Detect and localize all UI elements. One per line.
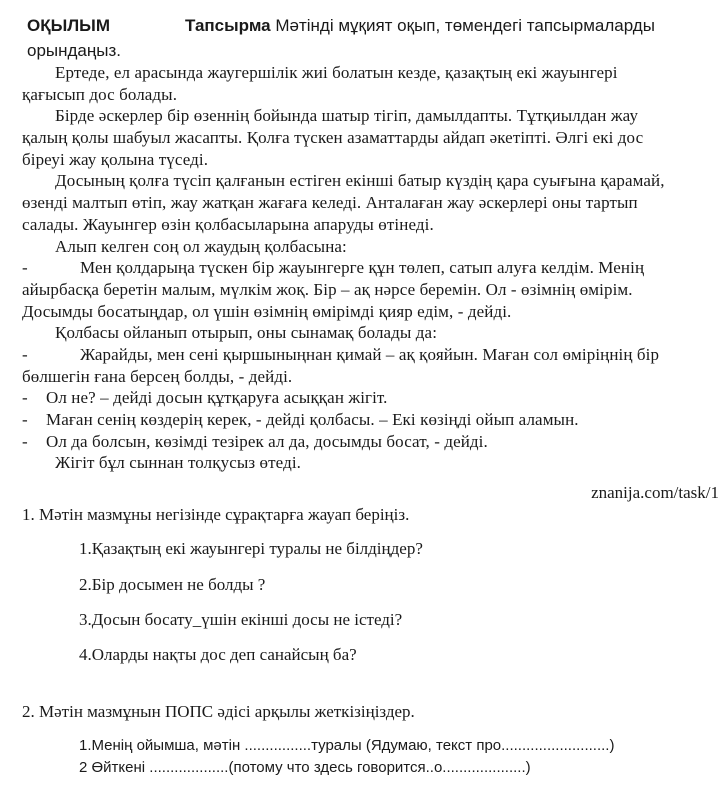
question-item: 4.Оларды нақты дос деп санайсың ба? xyxy=(79,645,357,664)
dash-marker: - xyxy=(22,431,28,451)
story-line: Жігіт бұл сыннан толқусыз өтеді. xyxy=(55,453,301,473)
dialogue-line xyxy=(22,257,719,279)
worksheet-header xyxy=(22,15,719,38)
task-instruction: Мәтінді мұқият оқып, төмендегі тапсырмаларды xyxy=(270,16,655,35)
story-line: Досының қолға түсіп қалғанын естіген екінші батыр күздің қара суығына қарамай, xyxy=(55,171,665,191)
pops-line: 1.Менің ойымша, мәтін ................туралы (Ядумаю, текст про..........................) xyxy=(79,737,615,754)
task1-title: 1. Мәтін мазмұны негізінде сұрақтарға жауап беріңіз. xyxy=(22,505,410,524)
dash-marker: - xyxy=(22,344,28,364)
story-line: салады. Жауынгер өзін қолбасыларына апаруды өтінеді. xyxy=(22,214,434,234)
question-item: 2.Бір досымен не болды ? xyxy=(79,575,266,594)
dialogue-text: Мен қолдарыңа түскен бір жауынгерге құн төлеп, сатып алуға келдім. Менің xyxy=(80,258,645,278)
dialogue-text: Ол да болсын, көзімді тезірек ал да, досымды босат, - дейді. xyxy=(46,431,488,451)
task-label: Тапсырма xyxy=(185,16,271,35)
story-line: Ертеде, ел арасында жаугершілік жиі болатын кезде, қазақтың екі жауынгері xyxy=(55,63,618,82)
dialogue-text: Ол не? – дейді досын құтқаруға асыққан жігіт. xyxy=(46,388,388,408)
dialogue-line xyxy=(22,431,719,453)
story-line: Бірде әскерлер бір өзеннің бойында шатыр тігіп, дамылдапты. Тұтқиылдан жау xyxy=(55,106,639,126)
dialogue-line xyxy=(22,387,719,409)
story-line: Досымды босатыңдар, ол үшін өзімнің өмірімді қияр едім, - дейді. xyxy=(22,301,512,321)
story-text xyxy=(22,62,719,474)
dialogue-line xyxy=(22,409,719,431)
dialogue-text: Маған сенің көздерің керек, - дейді қолбасы. – Екі көзіңді ойып аламын. xyxy=(46,410,579,429)
dash-marker: - xyxy=(22,388,28,408)
story-line: қалың қолы шабуыл жасапты. Қолға түскен азаматтарды айдап әкетіпті. Әлгі екі дос xyxy=(22,128,644,148)
dash-marker: - xyxy=(22,258,28,278)
question-item: 3.Досын босату_үшін екінші досы не істеді? xyxy=(79,610,403,629)
dialogue-line xyxy=(22,344,719,366)
dialogue-text: Жарайды, мен сені қыршыныңнан қимай – ақ қояйын. Маған сол өміріңнің бір xyxy=(80,344,660,364)
story-line: біреуі жау қолына түседі. xyxy=(22,149,209,169)
story-line: өзенді малтып өтіп, жау жатқан жағаға келеді. Анталаған жау әскерлері оны тартып xyxy=(22,193,638,213)
question-item: 1.Қазақтың екі жауынгері туралы не білдіңдер? xyxy=(79,539,423,558)
source-link: znanija.com/task/1 xyxy=(591,483,719,502)
story-line: қағысып дос болады. xyxy=(22,84,178,104)
task-instruction-continued: орындаңыз. xyxy=(27,41,122,60)
story-line: Қолбасы ойланып отырып, оны сынамақ болады да: xyxy=(55,323,438,343)
pops-line: 2 Өйткені ...................(потому что здесь говорится..о....................) xyxy=(79,759,531,776)
story-line: айырбасқа беретін малым, мүлкім жоқ. Бір – ақ нәрсе беремін. Ол - өзімнің өмірім. xyxy=(22,279,633,299)
story-line: бөлшегін ғана берсең болды, - дейді. xyxy=(22,366,293,386)
story-line: Алып келген соң ол жаудың қолбасына: xyxy=(55,236,347,256)
section-title: ОҚЫЛЫМ xyxy=(27,16,110,35)
dash-marker: - xyxy=(22,410,28,429)
task2-title: 2. Мәтін мазмұнын ПОПС әдісі арқылы жеткізіңіздер. xyxy=(22,702,415,721)
